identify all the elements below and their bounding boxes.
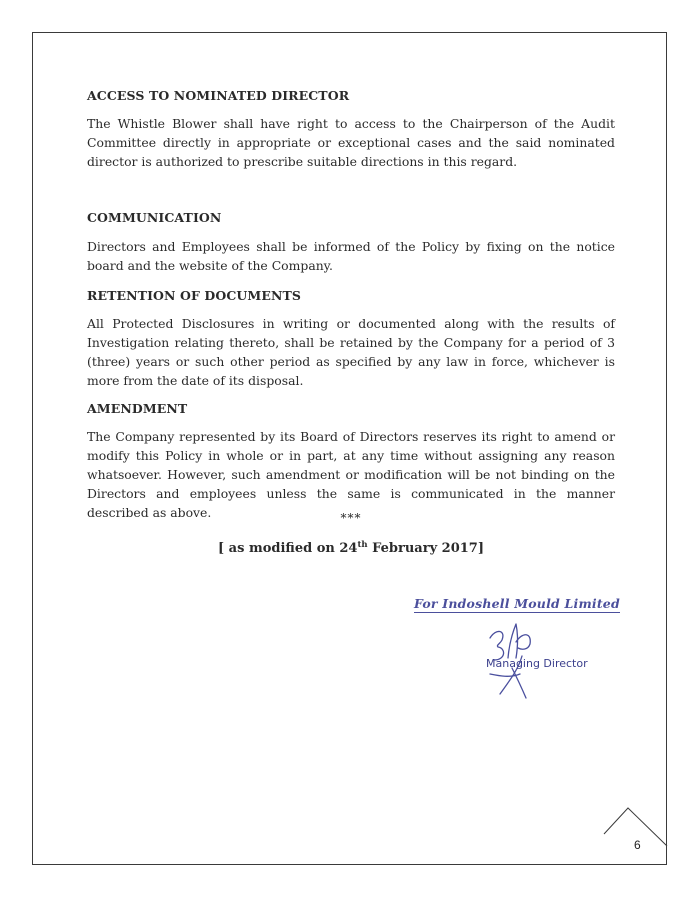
- company-stamp: For Indoshell Mould Limited: [414, 596, 620, 611]
- modified-prefix: [ as modified on 24: [218, 541, 358, 556]
- modified-ordinal: th: [357, 540, 368, 550]
- separator: ***: [340, 511, 362, 525]
- section-heading-communication: COMMUNICATION: [87, 210, 222, 225]
- section-heading-retention: RETENTION OF DOCUMENTS: [87, 288, 301, 303]
- section-body-communication: Directors and Employees shall be informed of the Policy by fixing on the notice board and the website of the Company.: [87, 239, 615, 273]
- section-body-access: The Whistle Blower shall have right to access to the Chairperson of the Audit Committee directly in appropriate or exceptional cases and the said nominated director is authorized to prescribe suitable directions in this regard.: [87, 116, 615, 169]
- page-number-corner: [602, 806, 668, 866]
- page-number: 6: [634, 838, 641, 852]
- modified-suffix: February 2017]: [367, 541, 484, 556]
- section-heading-amendment: AMENDMENT: [87, 401, 188, 416]
- signatory-designation: Managing Director: [486, 657, 588, 670]
- section-body-amendment: The Company represented by its Board of Directors reserves its right to amend or modify this Policy in whole or in part, at any time without assigning any reason whatsoever. However, such amendment or modification will be not binding on the Directors and employees unless the same is communicated in the manner described as above.: [87, 429, 615, 520]
- section-body-retention: All Protected Disclosures in writing or documented along with the results of Investigation relating thereto, shall be retained by the Company for a period of 3 (three) years or such other period as specified by any law in force, whichever is more from the date of its disposal.: [87, 316, 615, 388]
- section-heading-access: ACCESS TO NOMINATED DIRECTOR: [87, 88, 350, 103]
- modified-date-note: [87, 540, 615, 556]
